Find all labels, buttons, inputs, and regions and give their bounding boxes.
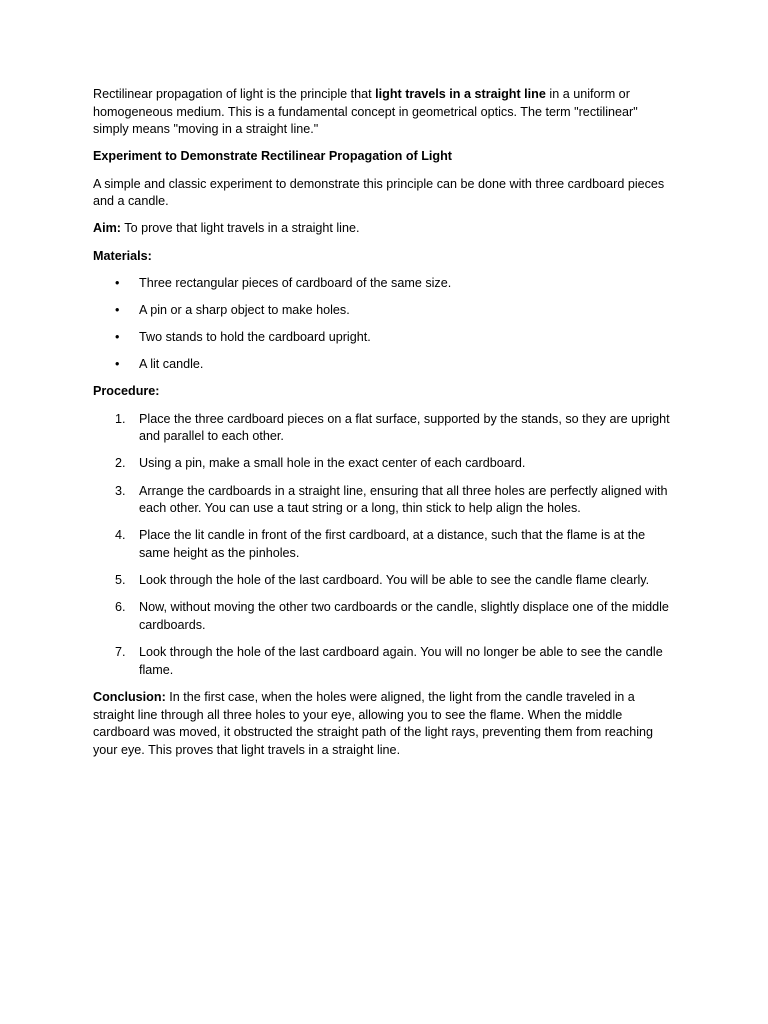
procedure-step: [93, 599, 673, 634]
procedure-heading: Procedure:: [93, 384, 160, 399]
bullet-icon: •: [115, 302, 120, 317]
aim-paragraph: [93, 220, 673, 238]
procedure-step: [93, 483, 673, 518]
materials-item-text: Three rectangular pieces of cardboard of the same size.: [139, 275, 452, 290]
step-text: Look through the hole of the last cardboard. You will be able to see the candle flame clearly.: [139, 573, 650, 588]
step-text: Place the lit candle in front of the first cardboard, at a distance, such that the flame is at the same height as the pinholes.: [139, 528, 646, 560]
experiment-intro: A simple and classic experiment to demonstrate this principle can be done with three cardboard pieces and a candle.: [93, 176, 665, 209]
procedure-step: [93, 411, 673, 446]
aim-label: Aim:: [93, 221, 121, 236]
aim-text: To prove that light travels in a straight line.: [121, 221, 360, 236]
materials-list: [93, 275, 673, 374]
step-number: 6.: [115, 600, 126, 615]
step-number: 4.: [115, 528, 126, 543]
intro-text-2: in a uniform or homogeneous medium. This is a fundamental concept in geometrical optics. The term "rectilinear" simply means "moving in a straight line.": [93, 87, 638, 137]
step-number: 2.: [115, 456, 126, 471]
step-text: Arrange the cardboards in a straight line, ensuring that all three holes are perfectly aligned with each other. You can use a taut string or a long, thin stick to help align the holes.: [139, 483, 668, 516]
materials-heading: Materials:: [93, 248, 152, 263]
materials-item: [93, 356, 673, 374]
conclusion-text: In the first case, when the holes were aligned, the light from the candle traveled in a straight line through all three holes to your eye, allowing you to see the flame. When the middle cardboard was moved, it obstructed the straight path of the light rays, preventing them from reaching your eye. This proves that light travels in a straight line.: [93, 689, 654, 757]
conclusion-paragraph: [93, 689, 673, 759]
materials-item-text: Two stands to hold the cardboard upright.: [139, 330, 371, 345]
step-text: Now, without moving the other two cardboards or the candle, slightly displace one of the middle cardboards.: [139, 600, 669, 632]
intro-text-1: Rectilinear propagation of light is the principle that: [93, 87, 376, 101]
document-page: [93, 86, 673, 769]
materials-item: [93, 275, 673, 293]
bullet-icon: •: [115, 357, 120, 372]
materials-item: [93, 329, 673, 347]
procedure-step: [93, 455, 673, 473]
step-number: 3.: [115, 483, 126, 498]
intro-paragraph: [93, 86, 673, 139]
step-text: Place the three cardboard pieces on a flat surface, supported by the stands, so they are upright and parallel to each other.: [139, 411, 670, 444]
bullet-icon: •: [115, 275, 120, 290]
materials-item: [93, 302, 673, 320]
intro-bold-text: light travels in a straight line: [375, 87, 546, 101]
step-number: 5.: [115, 573, 126, 588]
experiment-heading: Experiment to Demonstrate Rectilinear Propagation of Light: [93, 149, 452, 164]
bullet-icon: •: [115, 330, 120, 345]
step-text: Using a pin, make a small hole in the exact center of each cardboard.: [139, 456, 526, 471]
step-number: 7.: [115, 645, 126, 660]
procedure-step: [93, 527, 673, 562]
procedure-step: [93, 572, 673, 590]
conclusion-label: Conclusion:: [93, 689, 166, 704]
materials-item-text: A pin or a sharp object to make holes.: [139, 302, 350, 317]
materials-item-text: A lit candle.: [139, 357, 204, 372]
step-number: 1.: [115, 411, 126, 426]
step-text: Look through the hole of the last cardboard again. You will no longer be able to see the candle flame.: [139, 645, 663, 677]
procedure-step: [93, 644, 673, 679]
procedure-list: [93, 411, 673, 680]
